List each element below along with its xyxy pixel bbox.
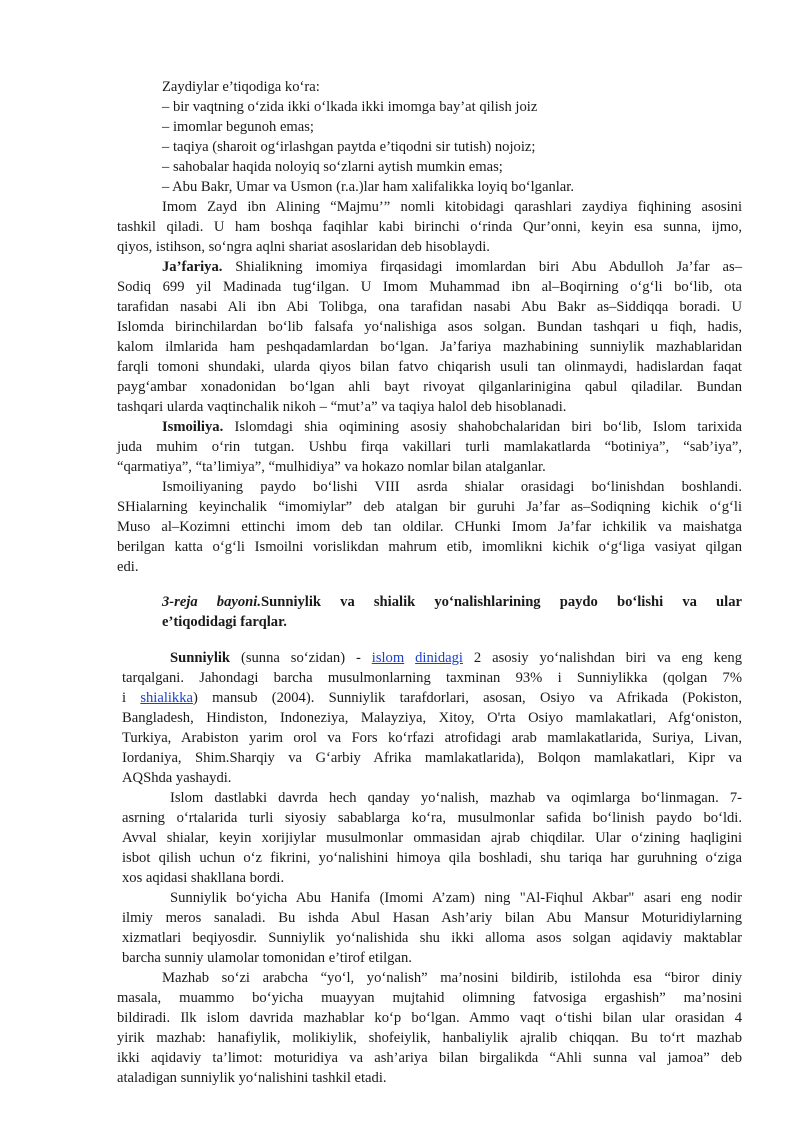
zaydiya-intro: Zaydiylar e’tiqodiga ko‘ra: <box>162 79 320 95</box>
paragraph-line: AQShda yashaydi. <box>122 770 232 786</box>
paragraph-line <box>162 257 742 277</box>
paragraph-line: Imom Zayd ibn Alining “Majmu’” nomli kitobidagi qarashlari zaydiya fiqhining asosini <box>162 199 742 215</box>
paragraph-line: SHialarning keyinchalik “imomiylar” deb atalgan bir guruhi Ja’far as–Sodiqning kichik o‘g‘li <box>117 499 742 515</box>
paragraph-line: berilgan katta o‘g‘li Ismoilni vorislikdan mahrum etib, imomlikni kichik o‘g‘liga vasiyat qilgan <box>117 539 742 555</box>
paragraph-line: yirik mazhab: hanafiylik, molikiylik, shofeiylik, hanbaliylik ajralib chiqqan. Bu to‘rt mazhab <box>117 1030 742 1046</box>
paragraph-line: edi. <box>117 559 139 575</box>
heading-title: Sunniylik va shialik yo‘nalishlarining paydo bo‘lishi va ular <box>260 594 742 610</box>
paragraph-line: “qarmatiya”, “ta’limiya”, “mulhidiya” va hokazo nomlar bilan atalganlar. <box>117 459 546 475</box>
paragraph-line: tashqari ularda vaqtinchalik nikoh – “mut’a” va taqiya halol deb hisoblanadi. <box>117 399 567 415</box>
link-dinidagi[interactable]: dinidagi <box>415 650 463 666</box>
list-item: – bir vaqtning o‘zida ikki o‘lkada ikki imomga bay’at qilish joiz <box>162 99 538 115</box>
paragraph-line: Islom dastlabki davrda hech qanday yo‘nalish, mazhab va oqimlarga bo‘linmagan. 7- <box>170 790 742 806</box>
list-item: – sahobalar haqida noloyiq so‘zlarni aytish mumkin emas; <box>162 159 503 175</box>
link-islom[interactable]: islom <box>371 650 405 666</box>
paragraph-line: Turkiya, Arabiston yarim orol va Fors ko‘rfazi atrofidagi arab mamlakatlarida, Suriya, Livan, <box>122 730 742 746</box>
paragraph-line: masala, muammo bo‘yicha muayyan mujtahid olimning fatvosiga ergashish” ma’nosini <box>117 990 742 1006</box>
section-heading <box>162 592 742 612</box>
paragraph-text: Islomdagi shia oqimining asosiy shahobchalaridan biri bo‘lib, Islom tarixida <box>223 419 742 435</box>
paragraph-line <box>162 417 742 437</box>
paragraph-line: Avval shialar, keyin xorijiylar musulmonlar ommasidan ajrab chiqdilar. Ular o‘zining haqligini <box>122 830 742 846</box>
paragraph-line: ataladigan sunniylik yo‘nalishini tashkil etadi. <box>117 1070 387 1086</box>
paragraph-line: Iordaniya, Shim.Sharqiy va G‘arbiy Afrika mamlakatlarida), Bolqon mamlakatlari, Kipr va <box>122 750 742 766</box>
paragraph-line: Sunniylik bo‘yicha Abu Hanifa (Imomi A’zam) ning "Al-Fiqhul Akbar" asari eng nodir <box>170 890 742 906</box>
paragraph-line: tarqalgani. Jahondagi barcha musulmonlarning taxminan 93% i Sunniylikka (qolgan 7% <box>122 670 742 686</box>
paragraph-line: ilmiy meros sanaladi. Bu ishda Abul Hasan Ash’ariy bilan Abu Mansur Moturidiylarning <box>122 910 742 926</box>
paragraph-line: ikki aqidaviy ta’limot: moturidiya va ash’ariya bilan birgalikda “Ahli sunna val jamoa” deb <box>117 1050 742 1066</box>
paragraph-line: payg‘ambar xonadonidan bo‘lgan ahli bayt rivoyat qilganlarinigina qabul qiladilar. Bundan <box>117 379 742 395</box>
paragraph-text: i <box>122 690 141 706</box>
paragraph-line: Mazhab so‘zi arabcha “yo‘l, yo‘nalish” ma’nosini bildirib, istilohda esa “biror diniy <box>162 970 742 986</box>
paragraph-line: qiyos, istihson, so‘ngra aqlni shariat asoslaridan deb hisoblaydi. <box>117 239 490 255</box>
paragraph-line <box>122 688 742 708</box>
paragraph-line: asrning o‘rtalarida turli siyosiy sabablarga ko‘ra, musulmonlar safida bo‘linish paydo bo‘ldi. <box>122 810 742 826</box>
heading-lead: 3-reja bayoni. <box>162 594 261 610</box>
paragraph-line: xos aqidasi shakllana bordi. <box>122 870 285 886</box>
paragraph-line: kalom ilmlarida ham peshqadamlardan bo‘lgan. Ja’fariya mazhabining sunniylik mazhablaridan <box>117 339 742 355</box>
paragraph-line: Bangladesh, Hindiston, Indoneziya, Malayziya, Xitoy, O'rta Osiyo mamlakatlari, Afg‘oniston, <box>122 710 742 726</box>
paragraph-line: Sodiq 699 yil Madinada tug‘ilgan. U Imom Muhammad ibn al–Boqirning o‘g‘li bo‘lib, ota <box>117 279 742 295</box>
paragraph-line: tarafidan nasabi Ali ibn Abi Tolibga, ona tarafidan nasabi Abu Bakr as–Siddiqqa boradi. U <box>117 299 742 315</box>
section-heading-line2: e’tiqodidagi farqlar. <box>162 614 287 630</box>
term-sunniylik: Sunniylik <box>170 650 231 666</box>
paragraph-line <box>170 648 742 668</box>
paragraph-line: farqli tomoni shundaki, ularda qiyos bilan fatvo chiqarish usuli tan olinmaydi, hadislardan faqat <box>117 359 742 375</box>
paragraph-text: ) mansub (2004). Sunniylik tarafdorlari, asosan, Osiyo va Afrikada (Pokiston, <box>193 690 743 706</box>
paragraph-text: 2 asosiy yo‘nalishdan biri va eng keng <box>462 650 742 666</box>
paragraph-line: Ismoiliyaning paydo bo‘lishi VIII asrda shialar orasidagi bo‘linishdan boshlandi. <box>162 479 742 495</box>
paragraph-text: (sunna so‘zidan) - <box>230 650 372 666</box>
paragraph-line: barcha sunniy ulamolar tomonidan e’tirof etilgan. <box>122 950 412 966</box>
paragraph-line: tashkil qiladi. U ham boshqa faqihlar kabi birinchi o‘rinda Qur’onni, keyin esa sunna, ijmo, <box>117 219 742 235</box>
paragraph-line: Muso al–Kozimni ettinchi imom deb tan oldilar. CHunki Imom Ja’far ichkilik va maishatga <box>117 519 742 535</box>
paragraph-line: xizmatlari beqiyosdir. Sunniylik yo‘nalishida shu ikki alloma asos solgan aqidaviy maktablar <box>122 930 742 946</box>
list-item: – taqiya (sharoit og‘irlashgan paytda e’tiqodni sir tutish) nojoiz; <box>162 139 536 155</box>
link-shialikka[interactable]: shialikka <box>140 690 194 706</box>
paragraph-line: juda muhim o‘rin tutgan. Ushbu firqa vakillari turli mamlakatlarda “botiniya”, “sab’iya”, <box>117 439 742 455</box>
list-item: – imomlar begunoh emas; <box>162 119 314 135</box>
paragraph-line: Islomda birinchilardan bo‘lib falsafa yo‘nalishiga asos solgan. Bundan tashqari u fiqh, hadis, <box>117 319 742 335</box>
term-ismoiliya: Ismoiliya. <box>162 419 224 435</box>
list-item: – Abu Bakr, Umar va Usmon (r.a.)lar ham xalifalikka loyiq bo‘lganlar. <box>162 179 574 195</box>
term-jafariya: Ja’fariya. <box>162 259 223 275</box>
paragraph-line: bildiradi. Ilk islom davrida mazhablar ko‘p bo‘lgan. Ammo vaqt o‘tishi bilan ular orasidan 4 <box>117 1010 742 1026</box>
paragraph-line: isbot qilish uchun o‘z fikrini, yo‘nalishini himoya qila boshladi, shu tariqa har guruhning o‘ziga <box>122 850 742 866</box>
paragraph-text: Shialikning imomiya firqasidagi imomlardan biri Abu Abdulloh Ja’far as– <box>222 259 742 275</box>
